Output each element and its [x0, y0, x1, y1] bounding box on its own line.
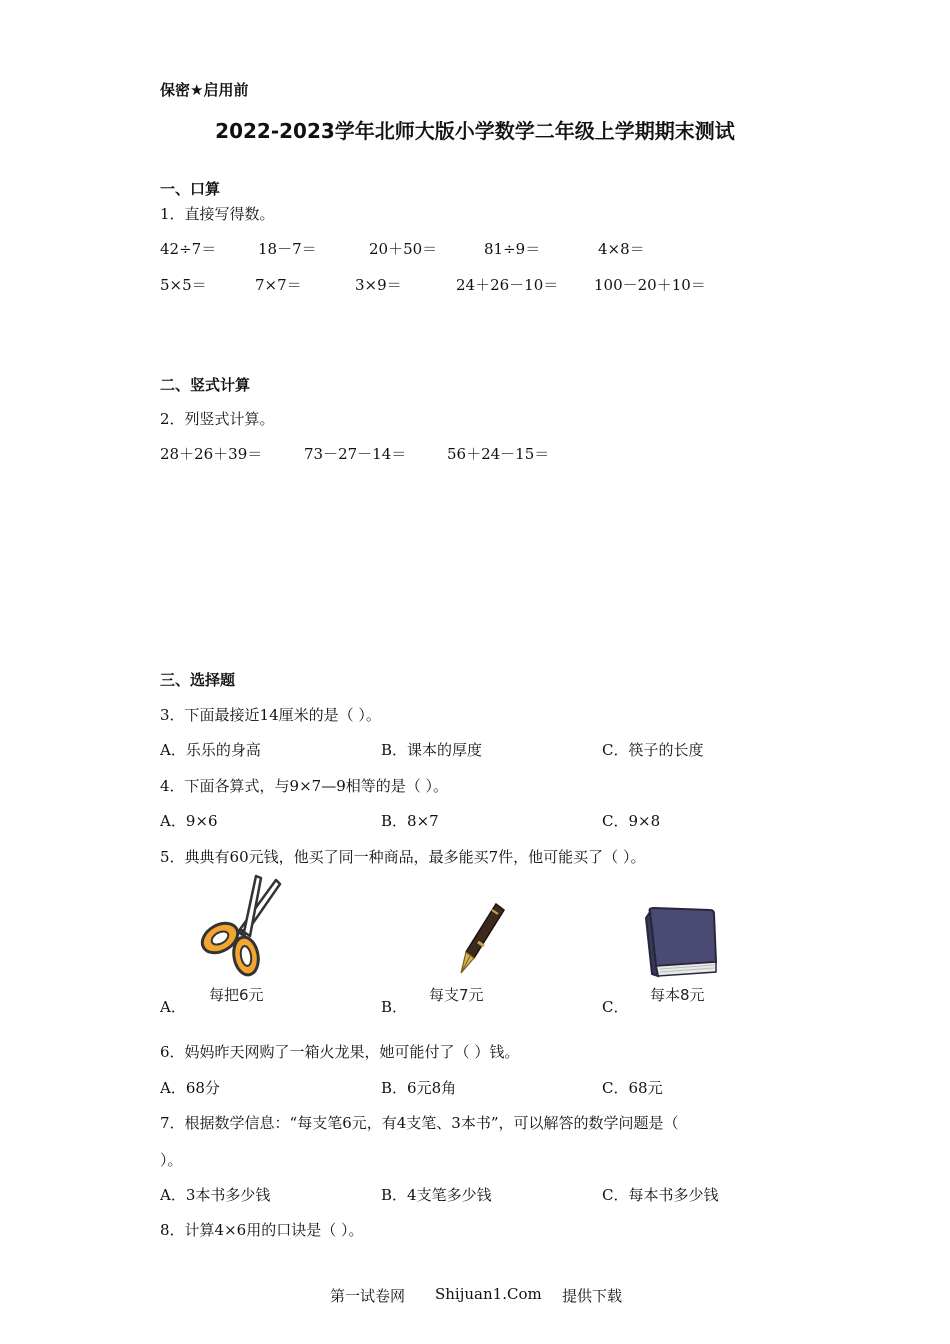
- calc-item: 100－20＋10＝: [594, 276, 706, 294]
- confidential-mark: 保密★启用前: [160, 81, 249, 99]
- option-c: C．: [602, 998, 629, 1016]
- question-6: 6．妈妈昨天网购了一箱火龙果，她可能付了（ ）钱。: [160, 1043, 520, 1061]
- vertical-calc-item: 28＋26＋39＝: [160, 445, 263, 463]
- section-3-heading: 三、选择题: [160, 671, 236, 689]
- price-label: 每支7元: [429, 986, 484, 1004]
- option-c: C．9×8: [602, 812, 661, 830]
- fountain-pen-icon: [452, 902, 506, 976]
- option-a: A．: [160, 998, 186, 1016]
- calc-item: 3×9＝: [355, 276, 402, 294]
- page-title: 2022-2023学年北师大版小学数学二年级上学期期末测试: [215, 119, 735, 143]
- calc-item: 20＋50＝: [369, 240, 438, 258]
- calc-item: 42÷7＝: [160, 240, 217, 258]
- option-a: A．乐乐的身高: [160, 741, 261, 759]
- calc-item: 24＋26－10＝: [456, 276, 559, 294]
- calc-item: 4×8＝: [598, 240, 645, 258]
- price-label: 每本8元: [650, 986, 705, 1004]
- footer-right: 提供下载: [562, 1287, 623, 1305]
- question-7: 7．根据数学信息：“每支笔6元，有4支笔、3本书”，可以解答的数学问题是（: [160, 1114, 679, 1132]
- calc-item: 18－7＝: [258, 240, 317, 258]
- book-icon: [640, 904, 722, 980]
- question-1: 1．直接写得数。: [160, 205, 275, 223]
- vertical-calc-item: 56＋24－15＝: [447, 445, 550, 463]
- option-c: C．筷子的长度: [602, 741, 704, 759]
- option-c: C．68元: [602, 1079, 663, 1097]
- scissors-icon: [190, 874, 290, 984]
- calc-item: 81÷9＝: [484, 240, 541, 258]
- option-b: B．6元8角: [381, 1079, 457, 1097]
- question-7-continued: ）。: [160, 1151, 183, 1169]
- option-b: B．4支笔多少钱: [381, 1186, 492, 1204]
- question-2: 2．列竖式计算。: [160, 410, 275, 428]
- vertical-calc-item: 73－27－14＝: [304, 445, 407, 463]
- calc-item: 5×5＝: [160, 276, 207, 294]
- price-label: 每把6元: [209, 986, 264, 1004]
- calc-item: 7×7＝: [255, 276, 302, 294]
- option-b: B．: [381, 998, 408, 1016]
- section-1-heading: 一、口算: [160, 180, 221, 198]
- option-b: B．8×7: [381, 812, 439, 830]
- option-a: A．68分: [160, 1079, 220, 1097]
- question-4: 4．下面各算式，与9×7—9相等的是（ ）。: [160, 777, 449, 795]
- option-a: A．3本书多少钱: [160, 1186, 271, 1204]
- question-8: 8．计算4×6用的口诀是（ ）。: [160, 1221, 364, 1239]
- option-a: A．9×6: [160, 812, 218, 830]
- footer-left: 第一试卷网: [330, 1287, 406, 1305]
- question-3: 3．下面最接近14厘米的是（ ）。: [160, 706, 381, 724]
- question-5: 5．典典有60元钱，他买了同一种商品，最多能买7件，他可能买了（ ）。: [160, 848, 646, 866]
- option-b: B．课本的厚度: [381, 741, 483, 759]
- option-c: C．每本书多少钱: [602, 1186, 719, 1204]
- section-2-heading: 二、竖式计算: [160, 376, 251, 394]
- footer-site: Shijuan1.Com: [435, 1285, 542, 1303]
